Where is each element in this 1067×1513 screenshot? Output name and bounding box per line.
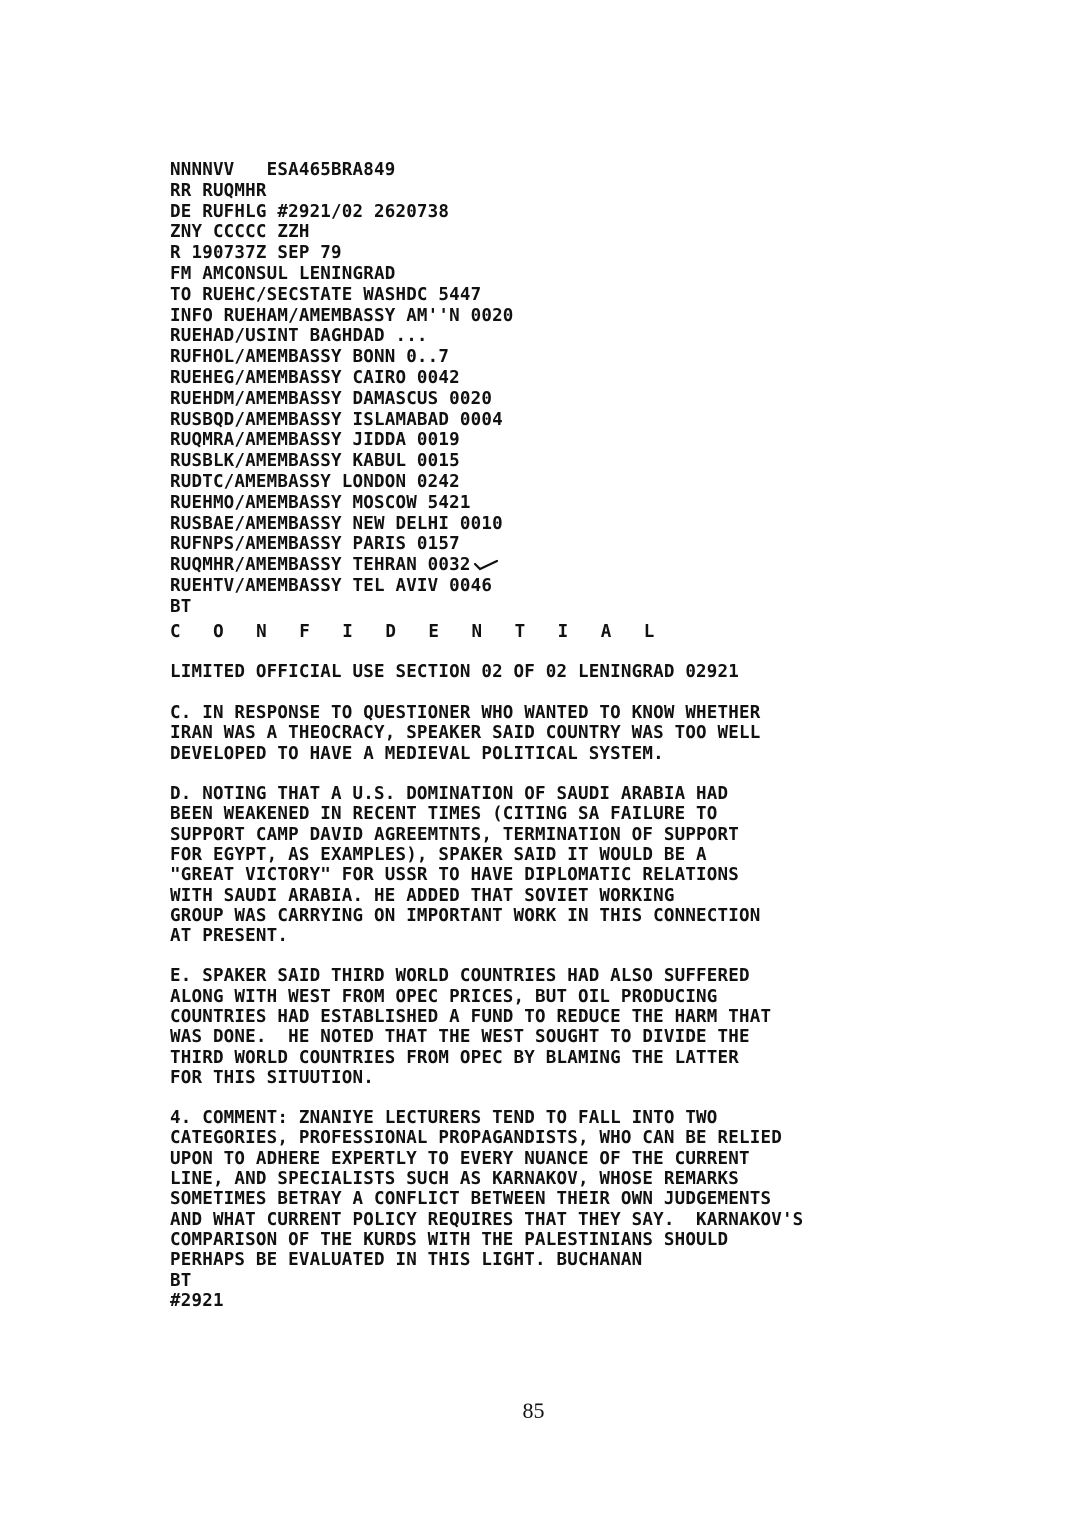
header-line: RUEHDM/AMEMBASSY DAMASCUS 0020 (170, 388, 493, 409)
header-line: RR RUQMHR (170, 180, 267, 201)
paragraph-line: AND WHAT CURRENT POLICY REQUIRES THAT THEY SAY. KARNAKOV'S (170, 1209, 804, 1230)
paragraph-line: GROUP WAS CARRYING ON IMPORTANT WORK IN THIS CONNECTION (170, 905, 761, 926)
page-number: 85 (522, 1398, 545, 1423)
header-line: RUEHMO/AMEMBASSY MOSCOW 5421 (170, 492, 471, 513)
header-line: RUFHOL/AMEMBASSY BONN 0..7 (170, 347, 450, 368)
paragraph-comment (170, 1108, 930, 1270)
header-line: RUQMRA/AMEMBASSY JIDDA 0019 (170, 430, 460, 451)
section-line: LIMITED OFFICIAL USE SECTION 02 OF 02 LENINGRAD 02921 (170, 662, 740, 683)
paragraph-line: AT PRESENT. (170, 926, 289, 947)
paragraph-line: WITH SAUDI ARABIA. HE ADDED THAT SOVIET WORKING (170, 885, 675, 906)
paragraph-line: IRAN WAS A THEOCRACY, SPEAKER SAID COUNTRY WAS TOO WELL (170, 723, 761, 744)
paragraph-line: FOR EGYPT, AS EXAMPLES), SPAKER SAID IT WOULD BE A (170, 844, 707, 865)
paragraph-line: C. IN RESPONSE TO QUESTIONER WHO WANTED TO KNOW WHETHER (170, 703, 761, 724)
paragraph-line: BEEN WEAKENED IN RECENT TIMES (CITING SA FAILURE TO (170, 804, 718, 825)
header-line: RUEHAD/USINT BAGHDAD ... (170, 326, 428, 347)
header-line: TO RUEHC/SECSTATE WASHDC 5447 (170, 284, 482, 305)
paragraph-e (170, 966, 930, 1088)
paragraph-line: UPON TO ADHERE EXPERTLY TO EVERY NUANCE OF THE CURRENT (170, 1148, 750, 1169)
header-line: BT (170, 596, 192, 617)
routing-header (170, 160, 930, 618)
header-line: DE RUFHLG #2921/02 2620738 (170, 201, 450, 222)
paragraph-line: ALONG WITH WEST FROM OPEC PRICES, BUT OIL PRODUCING (170, 986, 718, 1007)
header-line-tehran (170, 555, 930, 576)
paragraph-line: 4. COMMENT: ZNANIYE LECTURERS TEND TO FALL INTO TWO (170, 1108, 718, 1129)
header-line: RUSBQD/AMEMBASSY ISLAMABAD 0004 (170, 409, 503, 430)
paragraph-line: DEVELOPED TO HAVE A MEDIEVAL POLITICAL SYSTEM. (170, 743, 664, 764)
checkmark-icon (473, 558, 499, 572)
telegram-footer (170, 1271, 930, 1313)
paragraph-line: COUNTRIES HAD ESTABLISHED A FUND TO REDUCE THE HARM THAT (170, 1006, 772, 1027)
paragraph-line: SUPPORT CAMP DAVID AGREEMTNTS, TERMINATION OF SUPPORT (170, 824, 740, 845)
paragraph-line: SOMETIMES BETRAY A CONFLICT BETWEEN THEIR OWN JUDGEMENTS (170, 1189, 772, 1210)
classification-line: C O N F I D E N T I A L (170, 621, 666, 642)
header-line: RUDTC/AMEMBASSY LONDON 0242 (170, 471, 460, 492)
paragraph-line: LINE, AND SPECIALISTS SUCH AS KARNAKOV, WHOSE REMARKS (170, 1169, 740, 1190)
footer-line: BT (170, 1270, 192, 1291)
header-line: RUSBLK/AMEMBASSY KABUL 0015 (170, 451, 460, 472)
paragraph-d (170, 784, 930, 946)
header-line: RUEHTV/AMEMBASSY TEL AVIV 0046 (170, 575, 493, 596)
header-line: NNNNVV ESA465BRA849 (170, 160, 396, 180)
paragraph-line: THIRD WORLD COUNTRIES FROM OPEC BY BLAMING THE LATTER (170, 1047, 740, 1068)
header-line: RUEHEG/AMEMBASSY CAIRO 0042 (170, 367, 460, 388)
paragraph-line: PERHAPS BE EVALUATED IN THIS LIGHT. BUCHANAN (170, 1250, 643, 1271)
paragraph-line: D. NOTING THAT A U.S. DOMINATION OF SAUDI ARABIA HAD (170, 784, 729, 805)
paragraph-c (170, 703, 930, 764)
paragraph-line: COMPARISON OF THE KURDS WITH THE PALESTINIANS SHOULD (170, 1229, 729, 1250)
header-line: RUFNPS/AMEMBASSY PARIS 0157 (170, 534, 460, 555)
paragraph-line: FOR THIS SITUUTION. (170, 1067, 374, 1088)
header-line: FM AMCONSUL LENINGRAD (170, 263, 396, 284)
paragraph-line: CATEGORIES, PROFESSIONAL PROPAGANDISTS, WHO CAN BE RELIED (170, 1128, 782, 1149)
paragraph-line: WAS DONE. HE NOTED THAT THE WEST SOUGHT TO DIVIDE THE (170, 1027, 750, 1048)
telegram-body (170, 160, 930, 1312)
header-line-text: RUQMHR/AMEMBASSY TEHRAN 0032 (170, 555, 471, 576)
header-line: ZNY CCCCC ZZH (170, 222, 310, 243)
header-line: RUSBAE/AMEMBASSY NEW DELHI 0010 (170, 513, 503, 534)
header-line: R 190737Z SEP 79 (170, 243, 342, 264)
paragraph-line: "GREAT VICTORY" FOR USSR TO HAVE DIPLOMATIC RELATIONS (170, 865, 740, 886)
footer-line: #2921 (170, 1291, 224, 1312)
header-line: INFO RUEHAM/AMEMBASSY AM''N 0020 (170, 305, 514, 326)
paragraph-line: E. SPAKER SAID THIRD WORLD COUNTRIES HAD ALSO SUFFERED (170, 966, 750, 987)
